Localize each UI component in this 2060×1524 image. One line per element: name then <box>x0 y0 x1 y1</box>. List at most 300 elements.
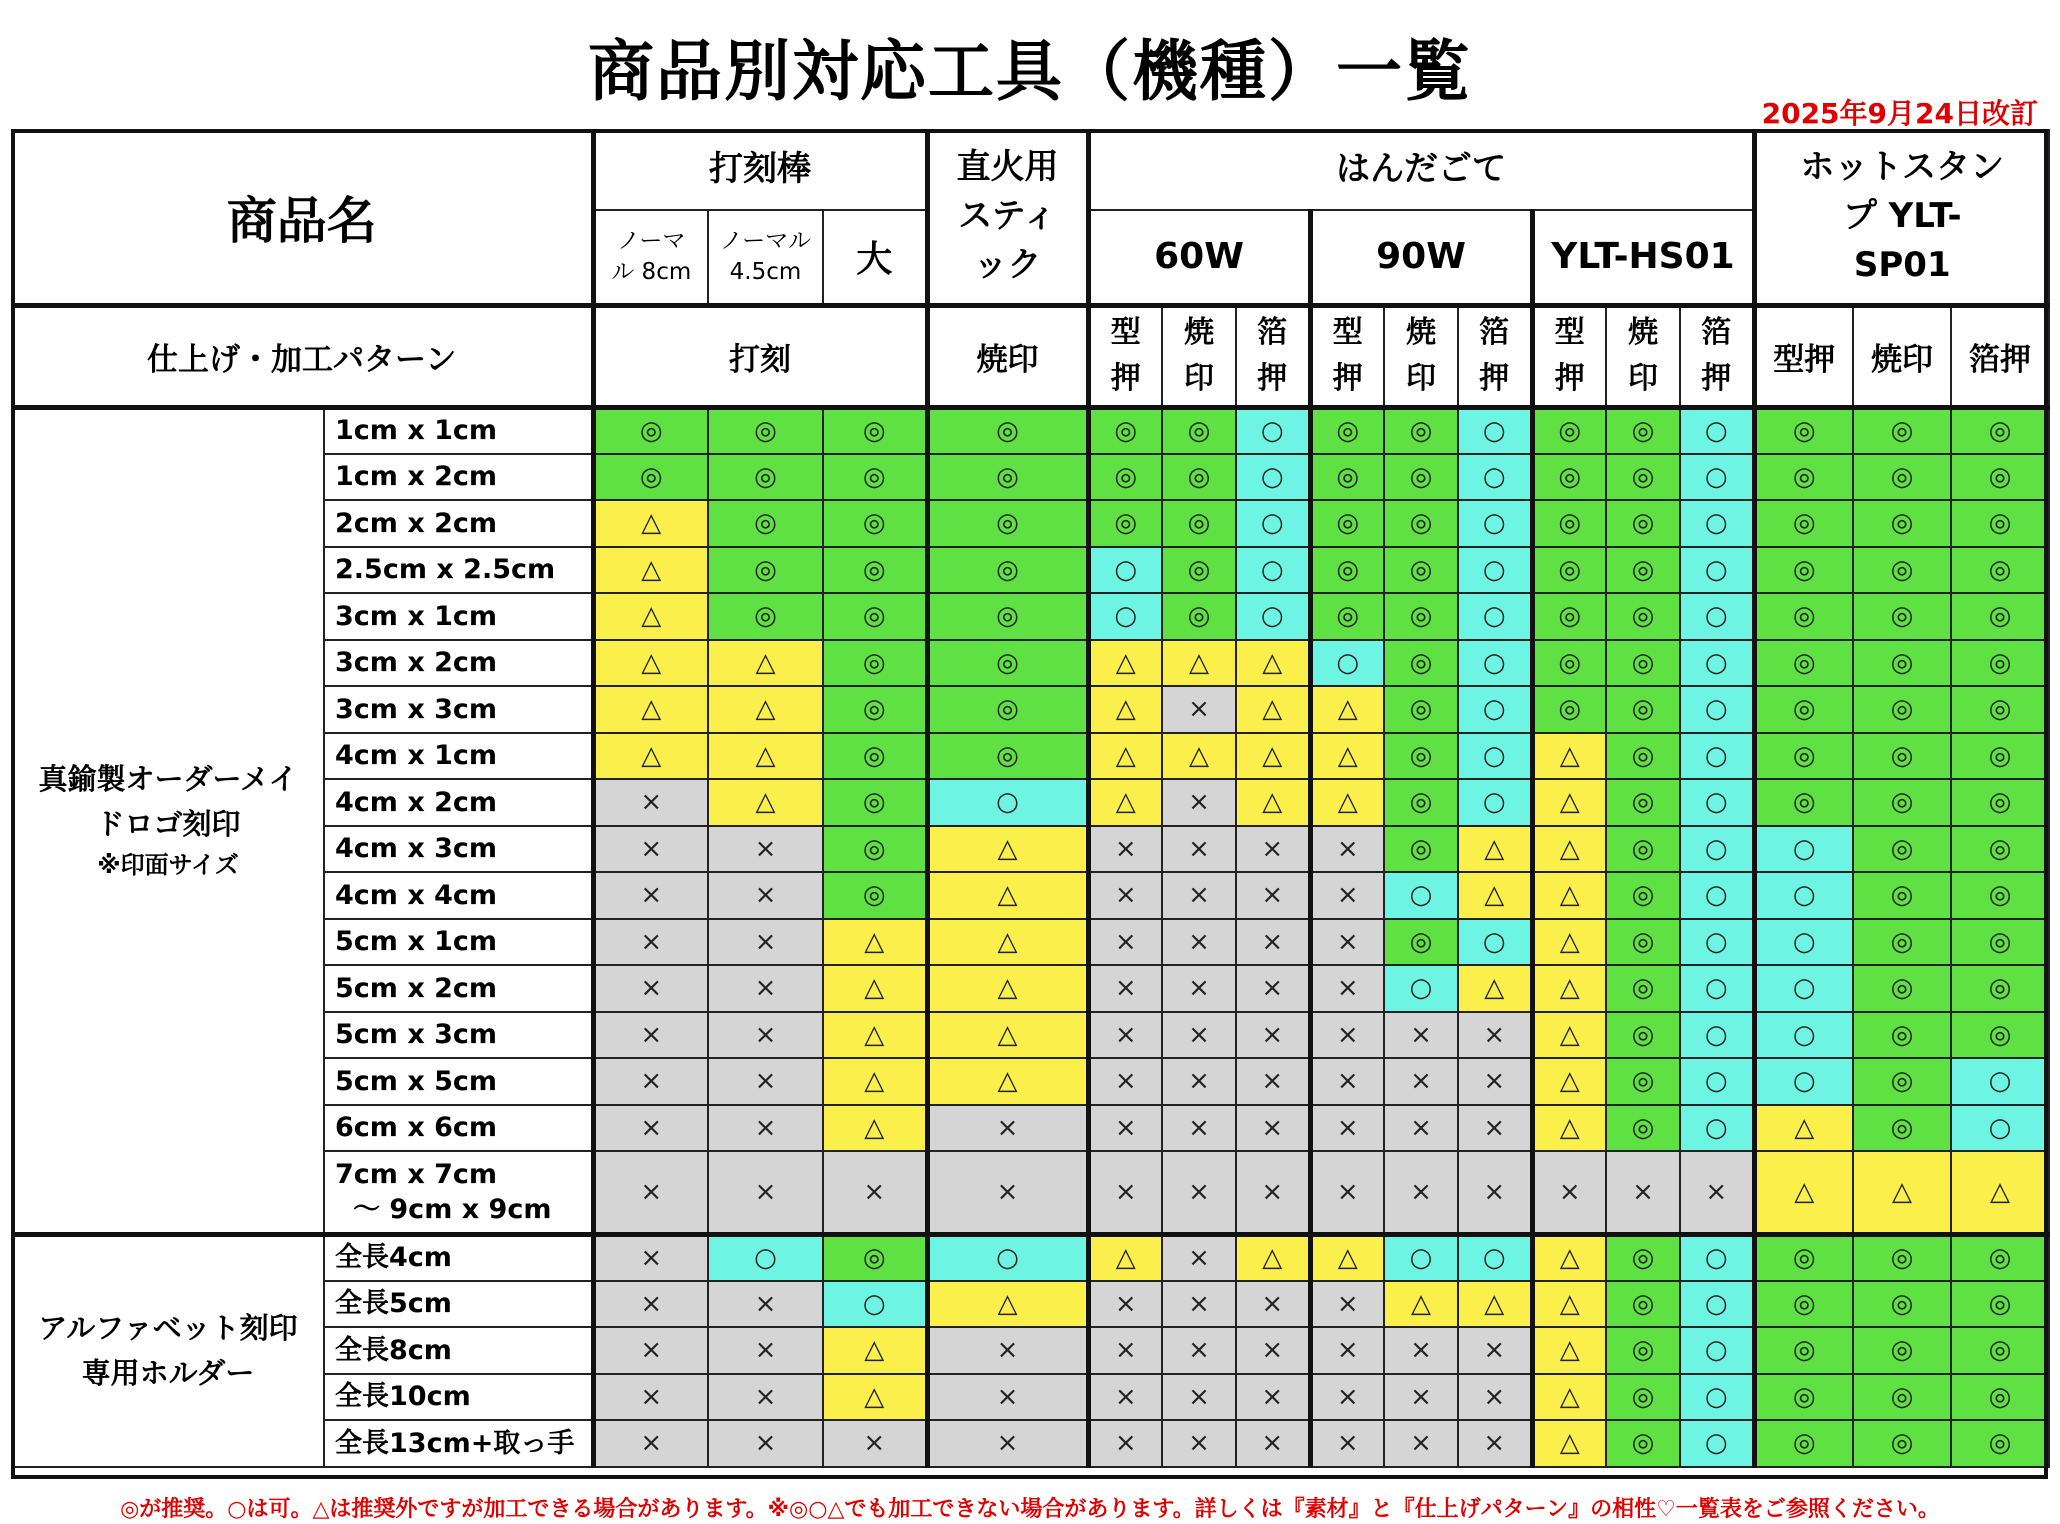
pattern-header: 箔 押 <box>1680 305 1754 407</box>
compat-cell: △ <box>1310 686 1384 733</box>
compat-cell: ◎ <box>1606 872 1680 919</box>
size-label: 4cm x 4cm <box>324 872 593 919</box>
compat-cell: × <box>1532 1151 1606 1234</box>
compat-cell: × <box>1088 826 1162 873</box>
compat-cell: △ <box>927 1281 1088 1328</box>
table-row <box>12 1234 2049 1281</box>
compat-cell: ◎ <box>1754 640 1853 687</box>
compat-cell: × <box>1088 1281 1162 1328</box>
compat-cell: × <box>1310 1281 1384 1328</box>
size-label: 5cm x 3cm <box>324 1012 593 1059</box>
size-label: 3cm x 1cm <box>324 593 593 640</box>
compat-cell: × <box>1310 1105 1384 1152</box>
revision-date: 2025年9月24日改訂 <box>1761 97 2038 130</box>
compat-cell: ○ <box>927 1234 1088 1281</box>
compat-cell: ◎ <box>927 500 1088 547</box>
90w-header: 90W <box>1310 210 1532 305</box>
compat-cell: ◎ <box>1532 407 1606 454</box>
compat-cell: ◎ <box>1853 1012 1951 1059</box>
compat-cell: △ <box>1754 1151 1853 1234</box>
compat-cell: × <box>1458 1012 1532 1059</box>
table-row <box>12 407 2049 454</box>
compat-cell: ◎ <box>1853 500 1951 547</box>
compat-cell: × <box>1088 1327 1162 1374</box>
compat-cell: ○ <box>1680 454 1754 501</box>
compat-cell: ○ <box>1680 1420 1754 1467</box>
compat-cell: ○ <box>1680 1281 1754 1328</box>
compat-cell: ◎ <box>823 593 927 640</box>
pattern-header: 箔 押 <box>1236 305 1310 407</box>
compat-cell: ◎ <box>1754 1234 1853 1281</box>
compat-cell: ◎ <box>1951 547 2049 594</box>
compat-cell: ○ <box>1236 407 1310 454</box>
compat-cell: ◎ <box>823 779 927 826</box>
compat-cell: △ <box>1088 779 1162 826</box>
compat-cell: × <box>1458 1105 1532 1152</box>
compat-cell: ◎ <box>1532 640 1606 687</box>
compat-cell: ○ <box>1458 1234 1532 1281</box>
compat-cell: ◎ <box>927 640 1088 687</box>
compat-cell: × <box>1236 872 1310 919</box>
compat-cell: ○ <box>1088 593 1162 640</box>
compat-cell: ○ <box>1458 686 1532 733</box>
compat-cell: × <box>1236 1327 1310 1374</box>
compat-cell: △ <box>1532 1105 1606 1152</box>
size-label: 4cm x 3cm <box>324 826 593 873</box>
compat-cell: ◎ <box>1310 547 1384 594</box>
size-label: 1cm x 2cm <box>324 454 593 501</box>
compat-cell: ○ <box>1384 965 1458 1012</box>
pattern-header: 焼 印 <box>1162 305 1236 407</box>
compat-cell: × <box>708 1151 823 1234</box>
compat-cell: × <box>1458 1327 1532 1374</box>
compat-cell: ○ <box>1680 1234 1754 1281</box>
compat-cell: ○ <box>1754 1058 1853 1105</box>
compat-cell: ○ <box>1236 454 1310 501</box>
compat-cell: ◎ <box>823 872 927 919</box>
compat-cell: ○ <box>1680 1327 1754 1374</box>
compat-cell: × <box>927 1105 1088 1152</box>
compat-cell: ◎ <box>1951 407 2049 454</box>
compat-cell: × <box>1310 1374 1384 1421</box>
compat-cell: × <box>593 872 708 919</box>
compat-cell: ◎ <box>1606 686 1680 733</box>
compat-cell: ○ <box>1384 1234 1458 1281</box>
compat-cell: ◎ <box>1606 1281 1680 1328</box>
compat-cell: × <box>1606 1151 1680 1234</box>
compat-cell: × <box>1384 1374 1458 1421</box>
compat-cell: △ <box>1088 686 1162 733</box>
compat-cell: × <box>1384 1151 1458 1234</box>
compat-cell: ◎ <box>1951 1374 2049 1421</box>
compat-cell: ◎ <box>823 500 927 547</box>
compat-cell: △ <box>1310 779 1384 826</box>
compat-cell: ◎ <box>927 686 1088 733</box>
compat-cell: ○ <box>1458 919 1532 966</box>
compat-cell: × <box>1088 965 1162 1012</box>
compat-cell: ◎ <box>1754 454 1853 501</box>
compat-cell: ◎ <box>1088 407 1162 454</box>
compat-cell: ◎ <box>1384 919 1458 966</box>
compat-cell: ◎ <box>1384 779 1458 826</box>
size-label: 3cm x 3cm <box>324 686 593 733</box>
compat-cell: ◎ <box>1088 500 1162 547</box>
compat-cell: × <box>1162 1012 1236 1059</box>
compat-cell: ◎ <box>1384 826 1458 873</box>
size-label: 全長10cm <box>324 1374 593 1421</box>
compat-cell: ◎ <box>1951 454 2049 501</box>
brand-pattern-header: 焼印 <box>927 305 1088 407</box>
compat-cell: ◎ <box>1310 593 1384 640</box>
compat-cell: × <box>708 1327 823 1374</box>
compat-cell: ○ <box>1680 872 1754 919</box>
compat-cell: × <box>823 1420 927 1467</box>
compat-cell: △ <box>927 919 1088 966</box>
compat-cell: ◎ <box>1853 1327 1951 1374</box>
compat-cell: ◎ <box>927 547 1088 594</box>
compat-cell: × <box>1088 919 1162 966</box>
compat-cell: ○ <box>1458 500 1532 547</box>
compat-cell: ○ <box>927 779 1088 826</box>
compat-cell: ◎ <box>1951 733 2049 780</box>
compat-cell: × <box>1162 1058 1236 1105</box>
compat-cell: ◎ <box>1606 779 1680 826</box>
compat-cell: ◎ <box>1606 826 1680 873</box>
compat-cell: × <box>1236 1105 1310 1152</box>
hs01-header: YLT-HS01 <box>1532 210 1754 305</box>
compat-cell: × <box>1088 1151 1162 1234</box>
pattern-header: 型 押 <box>1310 305 1384 407</box>
compat-cell: ○ <box>1680 1105 1754 1152</box>
compat-cell: ◎ <box>927 733 1088 780</box>
compat-cell: × <box>1458 1151 1532 1234</box>
size-label: 5cm x 1cm <box>324 919 593 966</box>
compat-cell: △ <box>1384 1281 1458 1328</box>
compat-cell: ◎ <box>1754 500 1853 547</box>
category-name: 真鍮製オーダーメイドロゴ刻印 <box>38 761 298 841</box>
compat-cell: ◎ <box>708 593 823 640</box>
compat-cell: △ <box>1236 779 1310 826</box>
compat-cell: △ <box>708 779 823 826</box>
compat-cell: ◎ <box>1606 500 1680 547</box>
compat-cell: × <box>1458 1374 1532 1421</box>
compat-cell: ◎ <box>1088 454 1162 501</box>
compat-cell: ◎ <box>823 547 927 594</box>
compat-cell: △ <box>1532 1058 1606 1105</box>
compat-cell: ◎ <box>1606 1105 1680 1152</box>
compat-cell: △ <box>1532 1012 1606 1059</box>
compat-cell: ◎ <box>1951 826 2049 873</box>
compat-cell: ○ <box>823 1281 927 1328</box>
compat-cell: ○ <box>1680 686 1754 733</box>
size-label: 全長13cm+取っ手 <box>324 1420 593 1467</box>
product-name-header: 商品名 <box>12 130 593 305</box>
compat-cell: × <box>1310 1058 1384 1105</box>
finish-pattern-header: 仕上げ・加工パターン <box>12 305 593 407</box>
compat-cell: × <box>1162 919 1236 966</box>
compat-cell: × <box>1236 1281 1310 1328</box>
compat-cell: × <box>593 1105 708 1152</box>
pattern-header: 焼印 <box>1853 305 1951 407</box>
compat-cell: △ <box>927 965 1088 1012</box>
compat-cell: ◎ <box>1853 872 1951 919</box>
compat-cell: × <box>593 1151 708 1234</box>
compat-cell: ○ <box>1680 500 1754 547</box>
compat-cell: △ <box>927 1058 1088 1105</box>
compat-cell: × <box>708 872 823 919</box>
compat-cell: × <box>927 1374 1088 1421</box>
compat-cell: ○ <box>1458 407 1532 454</box>
compat-cell: ○ <box>1680 1374 1754 1421</box>
compat-cell: × <box>708 826 823 873</box>
compat-cell: ◎ <box>1384 686 1458 733</box>
compat-cell: × <box>1458 1058 1532 1105</box>
compat-cell: △ <box>1310 733 1384 780</box>
compat-cell: ◎ <box>927 593 1088 640</box>
compat-cell: ○ <box>1680 1058 1754 1105</box>
compat-cell: ○ <box>1754 965 1853 1012</box>
compat-cell: △ <box>1236 733 1310 780</box>
compat-cell: ◎ <box>1853 593 1951 640</box>
compat-cell: ◎ <box>823 640 927 687</box>
compat-cell: × <box>708 1058 823 1105</box>
compat-cell: × <box>823 1151 927 1234</box>
compat-cell: ○ <box>1951 1058 2049 1105</box>
compat-cell: △ <box>1532 1281 1606 1328</box>
compat-cell: ○ <box>1754 826 1853 873</box>
size-label: 全長4cm <box>324 1234 593 1281</box>
compat-cell: × <box>708 1374 823 1421</box>
compat-cell: ◎ <box>1951 1327 2049 1374</box>
compat-cell: × <box>1310 826 1384 873</box>
compat-cell: ◎ <box>1754 779 1853 826</box>
60w-header: 60W <box>1088 210 1310 305</box>
compat-cell: △ <box>823 1327 927 1374</box>
compat-cell: ◎ <box>1853 1105 1951 1152</box>
compat-cell: ◎ <box>708 547 823 594</box>
compat-cell: ◎ <box>1951 1012 2049 1059</box>
compat-cell: × <box>1162 1105 1236 1152</box>
size-label: 6cm x 6cm <box>324 1105 593 1152</box>
compat-cell: × <box>1236 965 1310 1012</box>
compat-cell: △ <box>1532 1420 1606 1467</box>
compat-cell: × <box>1088 872 1162 919</box>
pattern-header: 焼 印 <box>1384 305 1458 407</box>
compat-cell: × <box>593 1058 708 1105</box>
compat-cell: ◎ <box>1853 686 1951 733</box>
compat-cell: ◎ <box>708 407 823 454</box>
size-label: 全長8cm <box>324 1327 593 1374</box>
compat-cell: △ <box>1532 779 1606 826</box>
compat-cell: × <box>1680 1151 1754 1234</box>
compat-cell: △ <box>1088 1234 1162 1281</box>
compat-cell: × <box>1162 1374 1236 1421</box>
size-label: 4cm x 1cm <box>324 733 593 780</box>
compat-cell: ◎ <box>593 454 708 501</box>
compat-cell: △ <box>1853 1151 1951 1234</box>
compat-cell: ○ <box>1458 779 1532 826</box>
compat-cell: × <box>927 1151 1088 1234</box>
compat-cell: △ <box>1236 640 1310 687</box>
compat-cell: ○ <box>1680 547 1754 594</box>
compat-cell: × <box>1310 1012 1384 1059</box>
compat-cell: ◎ <box>1384 407 1458 454</box>
compat-cell: ○ <box>1458 547 1532 594</box>
compat-cell: △ <box>823 919 927 966</box>
size-label: 2cm x 2cm <box>324 500 593 547</box>
compat-cell: × <box>1310 1420 1384 1467</box>
compat-cell: × <box>1384 1058 1458 1105</box>
compat-cell: △ <box>823 965 927 1012</box>
compat-cell: ○ <box>1458 454 1532 501</box>
compat-cell: ◎ <box>1853 779 1951 826</box>
compat-cell: ◎ <box>1951 965 2049 1012</box>
compat-cell: ◎ <box>1754 593 1853 640</box>
size-label: 5cm x 5cm <box>324 1058 593 1105</box>
size-label: 5cm x 2cm <box>324 965 593 1012</box>
compat-cell: △ <box>823 1374 927 1421</box>
compat-cell: × <box>1162 1281 1236 1328</box>
compat-cell: × <box>1088 1058 1162 1105</box>
compat-cell: △ <box>1458 872 1532 919</box>
compat-cell: × <box>1236 1374 1310 1421</box>
compat-cell: ◎ <box>1951 1281 2049 1328</box>
size-label: 2.5cm x 2.5cm <box>324 547 593 594</box>
compat-cell: × <box>1162 1234 1236 1281</box>
compat-cell: ◎ <box>823 733 927 780</box>
compat-cell: ◎ <box>1384 454 1458 501</box>
compat-cell: ◎ <box>1606 1234 1680 1281</box>
compat-cell: ◎ <box>1606 407 1680 454</box>
compat-cell: × <box>593 1327 708 1374</box>
compat-cell: ◎ <box>823 826 927 873</box>
compat-cell: ◎ <box>1754 547 1853 594</box>
pattern-header: 箔押 <box>1951 305 2049 407</box>
compat-cell: ◎ <box>1310 407 1384 454</box>
compat-cell: ◎ <box>1951 919 2049 966</box>
compat-cell: ◎ <box>1754 1374 1853 1421</box>
compat-cell: ◎ <box>1853 1234 1951 1281</box>
footnote: ◎が推奨。○は可。△は推奨外ですが加工できる場合があります。※◎○△でも加工できない場合があります。詳しくは『素材』と『仕上げパターン』の相性♡一覧表をご参照ください。 <box>120 1497 1940 1522</box>
compat-cell: ○ <box>1680 640 1754 687</box>
compat-cell: △ <box>1532 1374 1606 1421</box>
compat-cell: ◎ <box>1951 500 2049 547</box>
compat-cell: △ <box>1532 826 1606 873</box>
soldering-iron-header: はんだごて <box>1088 130 1754 210</box>
compat-cell: ○ <box>1951 1105 2049 1152</box>
compat-cell: ◎ <box>1853 640 1951 687</box>
compat-cell: ◎ <box>1754 686 1853 733</box>
compat-cell: × <box>1236 919 1310 966</box>
compat-cell: △ <box>1532 919 1606 966</box>
compat-cell: △ <box>593 500 708 547</box>
page-title: 商品別対応工具（機種）一覧 <box>588 33 1472 110</box>
compat-cell: × <box>593 965 708 1012</box>
compat-cell: ◎ <box>1606 547 1680 594</box>
compat-cell: × <box>708 1105 823 1152</box>
compat-cell: × <box>593 1374 708 1421</box>
compat-cell: × <box>593 1420 708 1467</box>
compat-cell: ◎ <box>1162 547 1236 594</box>
compat-cell: ◎ <box>1606 1420 1680 1467</box>
compat-cell: ○ <box>1754 872 1853 919</box>
compat-cell: ○ <box>1680 593 1754 640</box>
compat-cell: ◎ <box>1606 1012 1680 1059</box>
compat-cell: ○ <box>708 1234 823 1281</box>
pattern-header: 箔 押 <box>1458 305 1532 407</box>
size-label: 7cm x 7cm 〜 9cm x 9cm <box>324 1151 593 1234</box>
size-label: 4cm x 2cm <box>324 779 593 826</box>
pattern-header: 型 押 <box>1532 305 1606 407</box>
compat-cell: ○ <box>1458 733 1532 780</box>
compat-cell: ◎ <box>1951 640 2049 687</box>
compat-cell: ◎ <box>927 454 1088 501</box>
compat-cell: × <box>1310 1151 1384 1234</box>
compat-cell: ○ <box>1680 1012 1754 1059</box>
compat-cell: × <box>593 779 708 826</box>
compat-cell: × <box>1310 919 1384 966</box>
compat-cell: ◎ <box>1853 1281 1951 1328</box>
compat-cell: △ <box>1236 686 1310 733</box>
compat-cell: ◎ <box>1951 686 2049 733</box>
compat-cell: × <box>708 919 823 966</box>
compat-cell: △ <box>1532 733 1606 780</box>
compat-cell: × <box>1162 1420 1236 1467</box>
category-name: アルファベット刻印専用ホルダー <box>38 1311 298 1390</box>
compat-cell: × <box>593 826 708 873</box>
compat-cell: × <box>593 919 708 966</box>
compat-cell: × <box>593 1281 708 1328</box>
compat-cell: ◎ <box>1754 1327 1853 1374</box>
compat-cell: × <box>1162 1151 1236 1234</box>
compat-cell: △ <box>1236 1234 1310 1281</box>
pattern-header: 焼 印 <box>1606 305 1680 407</box>
compat-cell: × <box>1162 965 1236 1012</box>
compat-cell: × <box>1384 1012 1458 1059</box>
compat-cell: × <box>593 1234 708 1281</box>
compat-cell: △ <box>1458 1281 1532 1328</box>
compat-cell: × <box>1088 1374 1162 1421</box>
compat-cell: ◎ <box>1384 733 1458 780</box>
compat-cell: ◎ <box>1951 779 2049 826</box>
compat-cell: ◎ <box>1532 454 1606 501</box>
compat-cell: ◎ <box>1606 640 1680 687</box>
compat-cell: × <box>708 965 823 1012</box>
size-label: 3cm x 2cm <box>324 640 593 687</box>
compat-cell: ○ <box>1310 640 1384 687</box>
compat-cell: △ <box>1310 1234 1384 1281</box>
compat-cell: × <box>1236 826 1310 873</box>
compat-cell: × <box>1310 965 1384 1012</box>
compat-cell: ◎ <box>1162 454 1236 501</box>
compat-cell: × <box>927 1327 1088 1374</box>
compat-cell: × <box>1162 1327 1236 1374</box>
compat-cell: ◎ <box>1384 547 1458 594</box>
compat-cell: △ <box>593 686 708 733</box>
compat-cell: ◎ <box>1853 1420 1951 1467</box>
compat-cell: ◎ <box>1754 1281 1853 1328</box>
compat-cell: × <box>1310 872 1384 919</box>
compat-cell: △ <box>823 1105 927 1152</box>
compat-cell: ○ <box>1236 500 1310 547</box>
compat-cell: × <box>1384 1420 1458 1467</box>
compat-cell: ◎ <box>708 454 823 501</box>
compat-cell: × <box>1384 1105 1458 1152</box>
compat-cell: ◎ <box>1853 1374 1951 1421</box>
compat-cell: × <box>1310 1327 1384 1374</box>
compat-cell: × <box>708 1281 823 1328</box>
category-note: ※印面サイズ <box>97 850 239 879</box>
